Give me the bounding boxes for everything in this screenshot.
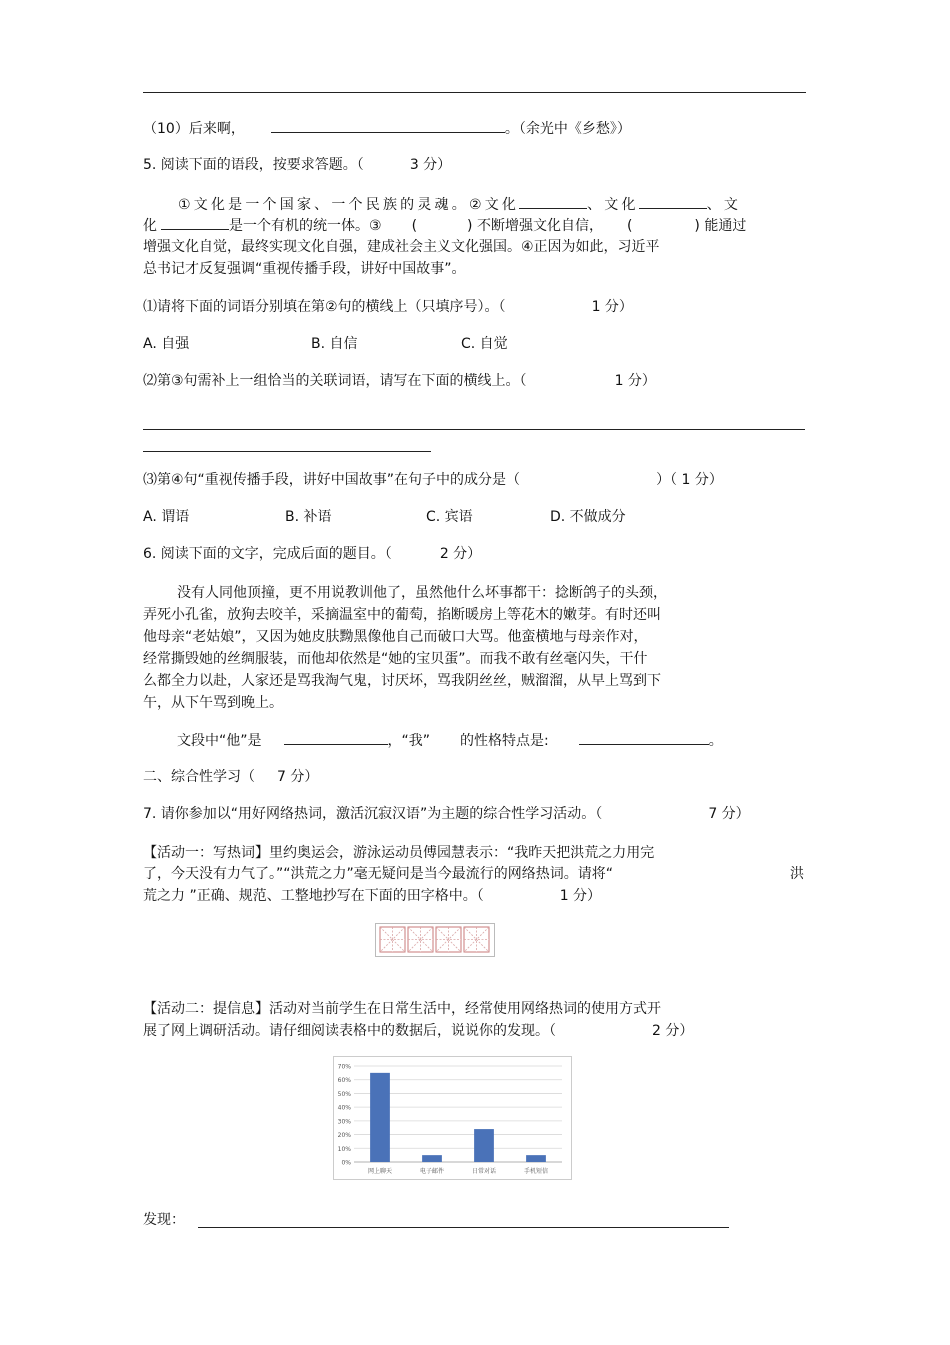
q6-blank-trait[interactable] xyxy=(579,730,709,745)
section2-score: 7 分） xyxy=(277,769,319,785)
q7-activity2-score: 2 分） xyxy=(652,1023,694,1039)
y-tick-label: 20% xyxy=(337,1132,351,1140)
y-tick-label: 10% xyxy=(337,1145,351,1153)
bar-chart-svg xyxy=(334,1057,571,1179)
q4-item10-prompt: （10）后来啊， xyxy=(143,121,245,137)
q7-activity1-line-end: 洪 xyxy=(790,866,804,882)
x-tick-label: 网上聊天 xyxy=(367,1168,393,1175)
q6-question-text: ，“我” xyxy=(387,733,431,749)
q7-activity1-score: 1 分） xyxy=(559,888,602,904)
q6-title-text: 6. 阅读下面的文字，完成后面的题目。（ xyxy=(143,546,392,562)
y-tick-label: 0% xyxy=(341,1159,351,1167)
q5-para-text: 化 xyxy=(143,218,157,234)
usage-bar-chart xyxy=(333,1056,572,1180)
q6-passage-line: 午，从下午骂到晚上。 xyxy=(143,695,283,711)
q5-answer-line-2[interactable] xyxy=(143,451,431,452)
q6-question xyxy=(177,730,723,751)
bar xyxy=(526,1155,546,1162)
q5-sub3-option-c[interactable]: C. 宾语 xyxy=(426,509,473,525)
q5-para-text: ①文化是一个国家、一个民族的灵魂。②文化 xyxy=(178,197,520,213)
q5-sub3 xyxy=(143,470,723,490)
x-tick-label: 日常对话 xyxy=(471,1168,497,1175)
q7-activity1-line: 【活动一：写热词】里约奥运会，游泳运动员傅园慧表示：“我昨天把洪荒之力用完 xyxy=(143,845,655,861)
y-tick-label: 30% xyxy=(337,1118,351,1126)
section2-title-text: 二、综合性学习（ xyxy=(143,769,255,785)
q5-sub1-score: 1 分） xyxy=(591,299,633,315)
x-tick-label: 手机短信 xyxy=(523,1168,549,1175)
bar xyxy=(422,1155,442,1162)
q5-sub1-text: ⑴请将下面的词语分别填在第②句的横线上（只填序号）。（ xyxy=(143,299,506,315)
q7-activity2-text: 展了网上调研活动。请仔细阅读表格中的数据后，说说你的发现。（ xyxy=(143,1023,556,1039)
q7-activity1-instruction xyxy=(143,886,601,906)
q7-title xyxy=(143,804,750,824)
q7-score: 7 分） xyxy=(708,806,750,822)
q6-title xyxy=(143,544,481,564)
q6-passage-line: 没有人同他顶撞，更不用说教训他了，虽然他什么坏事都干：捻断鸽子的头颈， xyxy=(177,585,667,601)
q5-score: 3 分） xyxy=(409,157,452,173)
q5-sub2-text: ⑵第③句需补上一组恰当的关联词语，请写在下面的横线上。（ xyxy=(143,373,527,389)
q5-title-text: 5. 阅读下面的语段，按要求答题。（ xyxy=(143,157,364,173)
q4-item10-source: 。（余光中《乡愁》） xyxy=(504,121,631,137)
q5-para-line2 xyxy=(143,215,746,236)
tianzige-grid[interactable] xyxy=(375,923,495,957)
y-tick-label: 70% xyxy=(337,1063,351,1071)
q5-blank-1[interactable] xyxy=(519,194,587,209)
q5-para-line4: 总书记才反复强调“重视传播手段，讲好中国故事”。 xyxy=(143,261,466,277)
x-tick-label: 电子邮件 xyxy=(419,1168,445,1175)
finding-label: 发现： xyxy=(143,1212,185,1228)
q5-para-text: 、文化 xyxy=(587,197,639,213)
y-tick-label: 40% xyxy=(337,1104,351,1112)
q6-passage-line: 么都全力以赴，人家还是骂我淘气鬼，讨厌坏，骂我阴丝丝，贼溜溜，从早上骂到下 xyxy=(143,673,661,689)
q5-para-text: ) 不断增强文化自信， xyxy=(467,218,603,234)
q6-question-text: 文段中“他”是 xyxy=(177,733,262,749)
q7-activity2-line: 【活动二：提信息】活动对当前学生在日常生活中，经常使用网络热词的使用方式开 xyxy=(143,1001,661,1017)
q5-paren: ( xyxy=(626,218,633,234)
q5-para-line3: 增强文化自觉，最终实现文化自强，建成社会主义文化强国。④正因为如此，习近平 xyxy=(143,239,660,255)
q5-blank-2[interactable] xyxy=(639,194,707,209)
q6-passage-line: 经常撕毁她的丝绸服装，而他却依然是“她的宝贝蛋”。而我不敢有丝毫闪失，干什 xyxy=(143,651,648,667)
q6-blank-he[interactable] xyxy=(284,730,388,745)
q7-title-text: 7. 请你参加以“用好网络热词，激活沉寂汉语”为主题的综合性学习活动。（ xyxy=(143,806,603,822)
q6-score: 2 分） xyxy=(439,546,482,562)
q5-para-text: ) 能通过 xyxy=(694,218,747,234)
q5-option-b[interactable]: B. 自信 xyxy=(311,336,358,352)
q5-answer-line-1[interactable] xyxy=(143,429,805,430)
q6-question-text: 的性格特点是: xyxy=(460,733,549,749)
q5-sub1 xyxy=(143,297,633,317)
answer-blank[interactable] xyxy=(271,118,505,133)
q5-para-text: 、文 xyxy=(706,197,742,213)
q5-paren: ( xyxy=(411,218,418,234)
q6-passage-line: 他母亲“老姑娘”，又因为她皮肤黝黑像他自己而破口大骂。他蛮横地与母亲作对， xyxy=(143,629,648,645)
q5-sub2 xyxy=(143,371,656,391)
y-tick-label: 60% xyxy=(337,1077,351,1085)
q5-sub3-text: ⑶第④句“重视传播手段，讲好中国故事”在句子中的成分是（ xyxy=(143,472,521,488)
q6-passage-line: 弄死小孔雀，放狗去咬羊，采摘温室中的葡萄，掐断暖房上等花木的嫩芽。有时还叫 xyxy=(143,607,661,623)
q5-sub3-option-a[interactable]: A. 谓语 xyxy=(143,509,190,525)
y-tick-label: 50% xyxy=(337,1090,351,1098)
tianzige-lines xyxy=(376,924,494,956)
q5-sub3-option-d[interactable]: D. 不做成分 xyxy=(550,509,626,525)
q7-activity1-line: 了，今天没有力气了。”“洪荒之力”毫无疑问是当今最流行的网络热词。请将“ xyxy=(143,866,614,882)
q5-title xyxy=(143,155,451,175)
q5-para-text: 是一个有机的统一体。③ xyxy=(229,218,382,234)
q5-option-a[interactable]: A. 自强 xyxy=(143,336,190,352)
q5-blank-3[interactable] xyxy=(161,215,229,230)
q6-question-text: 。 xyxy=(708,733,723,749)
q5-option-c[interactable]: C. 自觉 xyxy=(461,336,508,352)
bar xyxy=(474,1129,494,1162)
section2-title xyxy=(143,767,318,787)
q4-item10 xyxy=(143,118,631,139)
q7-activity2-instruction xyxy=(143,1021,693,1041)
q5-sub3-option-b[interactable]: B. 补语 xyxy=(285,509,332,525)
finding-answer-line[interactable] xyxy=(198,1227,729,1228)
header-rule xyxy=(143,92,806,93)
bar xyxy=(370,1073,390,1162)
q7-activity1-text: 荒之力 ”正确、规范、工整地抄写在下面的田字格中。（ xyxy=(143,888,484,904)
q5-para-line1 xyxy=(178,194,741,215)
q5-sub2-score: 1 分） xyxy=(614,373,656,389)
q5-sub3-score: ）（ 1 分） xyxy=(656,472,723,488)
